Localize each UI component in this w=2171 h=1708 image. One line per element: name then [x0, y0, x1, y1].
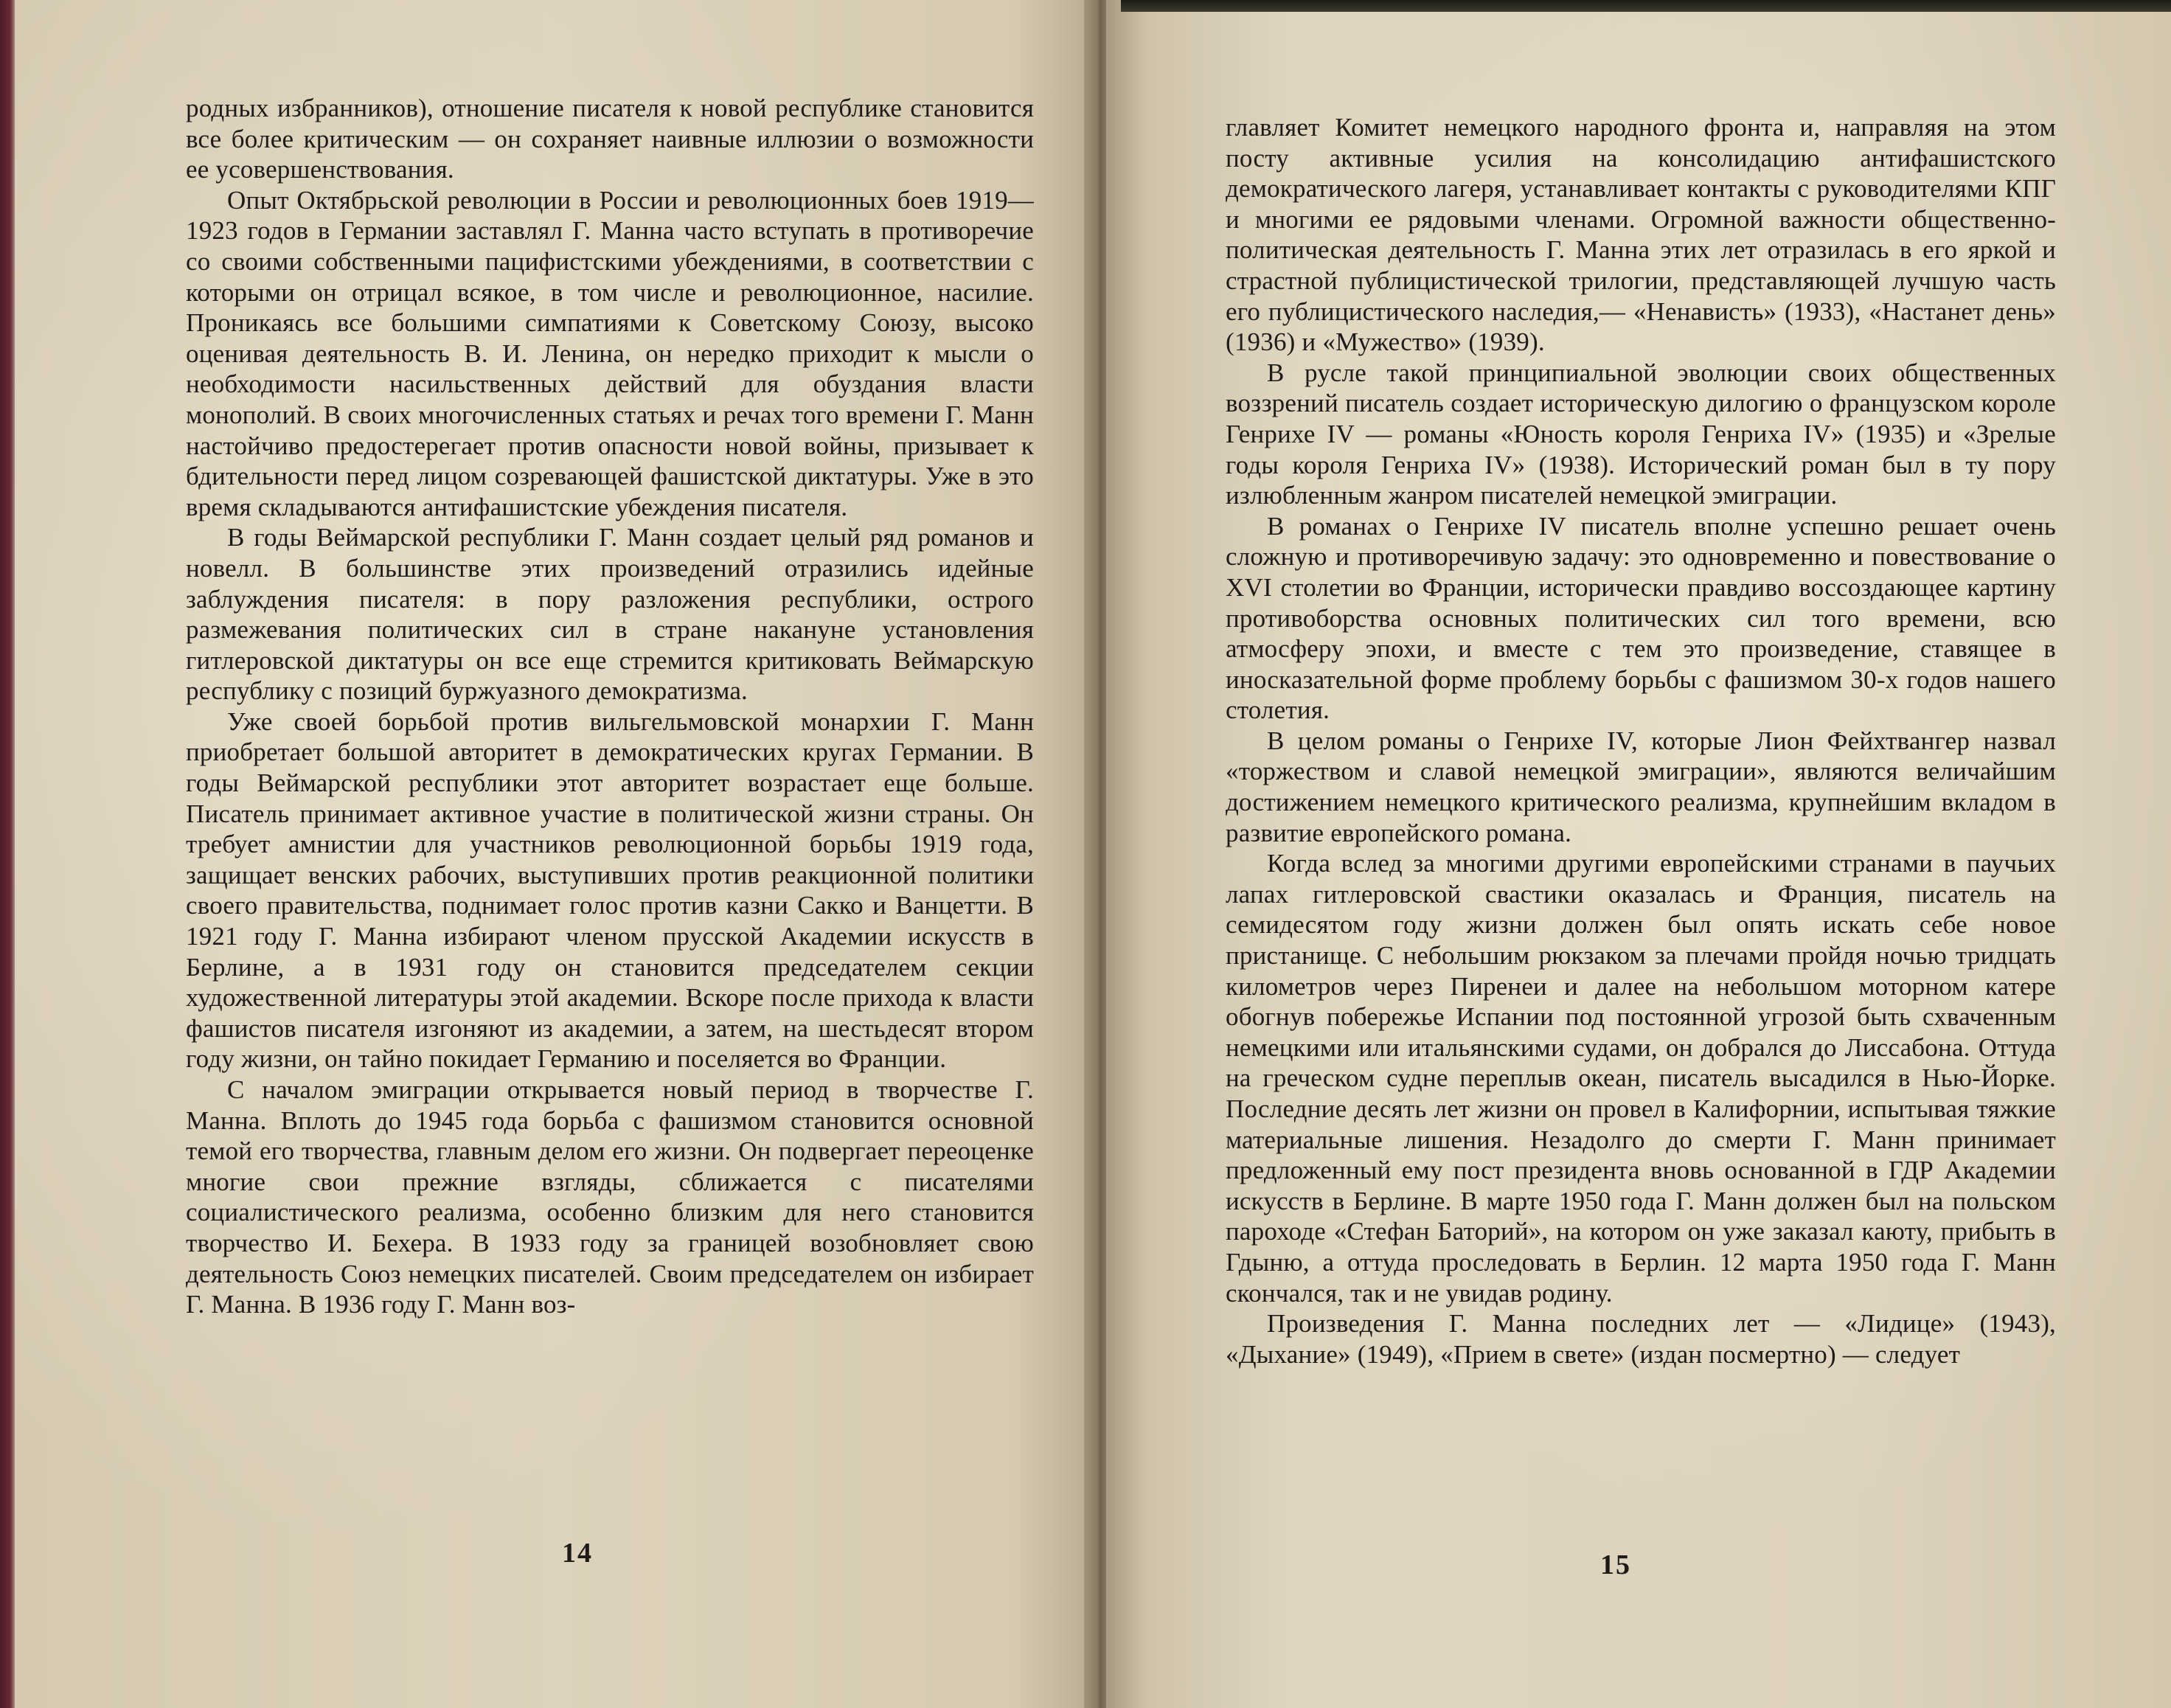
paragraph: В целом романы о Генрихе IV, которые Лион Фейхтвангер назвал «торжеством и славой немецкой эмиграции», являются величайшим достижением немецкого критического реализма, крупнейшим вкладом в развитие европейского романа. — [1226, 726, 2056, 847]
paragraph: В русле такой принципиальной эволюции своих общественных воззрений писатель создает историческую дилогию о французском короле Генрихе IV — романы «Юность короля Генриха IV» (1935) и «Зрелые годы короля Генриха IV» (1938). Исторический роман был в ту пору излюбленным жанром писателей немецкой эмиграции. — [1226, 358, 2056, 510]
right-page — [1106, 0, 2171, 1708]
paragraph: В романах о Генрихе IV писатель вполне успешно решает очень сложную и противоречивую задачу: это одновременно и повествование о XVI столетии во Франции, исторически правдиво воссоздающее картину противоборства основных политических сил того времени, всю атмосферу эпохи, и вместе с тем это произведение, ставящее в иносказательной форме проблему борьбы с фашизмом 30-х годов нашего столетия. — [1226, 511, 2056, 725]
left-page-text — [186, 93, 1034, 1320]
left-page — [15, 0, 1099, 1708]
paragraph: главляет Комитет немецкого народного фронта и, направляя на этом посту активные усилия на консолидацию антифашистского демократического лагеря, устанавливает контакты с руководителями КПГ и многими ее рядовыми членами. Огромной важности общественно-политическая деятельность Г. Манна этих лет отразилась в его яркой и страстной публицистической трилогии, представляющей лучшую часть его публицистического наследия,— «Ненависть» (1933), «Настанет день» (1936) и «Мужество» (1939). — [1226, 113, 2056, 357]
paragraph: С началом эмиграции открывается новый период в творчестве Г. Манна. Вплоть до 1945 года борьба с фашизмом становится основной темой его творчества, главным делом его жизни. Он подвергает переоценке многие свои прежние взгляды, сближается с писателями социалистического реализма, особенно близким для него становится творчество И. Бехера. В 1933 году за границей возобновляет свою деятельность Союз немецких писателей. Своим председателем он избирает Г. Манна. В 1936 году Г. Манн воз- — [186, 1075, 1034, 1319]
paragraph: Уже своей борьбой против вильгельмовской монархии Г. Манн приобретает большой авторитет в демократических кругах Германии. В годы Веймарской республики этот авторитет возрастает еще больше. Писатель принимает активное участие в политической жизни страны. Он требует амнистии для участников революционной борьбы 1919 года, защищает венских рабочих, выступивших против реакционной политики своего правительства, поднимает голос против казни Сакко и Ванцетти. В 1921 году Г. Манна избирают членом прусской Академии искусств в Берлине, а в 1931 году он становится председателем секции художественной литературы этой академии. Вскоре после прихода к власти фашистов писателя изгоняют из академии, а затем, на шестьдесят втором году жизни, он тайно покидает Германию и поселяется во Франции. — [186, 707, 1034, 1074]
right-page-text — [1226, 112, 2056, 1369]
paragraph: Произведения Г. Манна последних лет — «Лидице» (1943), «Дыхание» (1949), «Прием в свете» (издан посмертно) — следует — [1226, 1309, 2056, 1369]
paragraph: Опыт Октябрьской революции в России и революционных боев 1919—1923 годов в Германии заставлял Г. Манна часто вступать в противоречие со своими собственными пацифистскими убеждениями, в соответствии с которыми он отрицал всякое, в том числе и революционное, насилие. Проникаясь все большими симпатиями к Советскому Союзу, высоко оценивая деятельность В. И. Ленина, он нередко приходит к мысли о необходимости насильственных действий для обуздания власти монополий. В своих многочисленных статьях и речах того времени Г. Манн настойчиво предостерегает против опасности новой войны, призывает к бдительности перед лицом созревающей фашистской диктатуры. Уже в это время складываются антифашистские убеждения писателя. — [186, 185, 1034, 521]
page-number: 15 — [1600, 1549, 1631, 1580]
paragraph: В годы Веймарской республики Г. Манн создает целый ряд романов и новелл. В большинстве этих произведений отразились идейные заблуждения писателя: в пору разложения республики, острого размежевания политических сил в стране накануне установления гитлеровской диктатуры он все еще стремится критиковать Веймарскую республику с позиций буржуазного демократизма. — [186, 523, 1034, 706]
paragraph: родных избранников), отношение писателя к новой республике становится все более критическим — он сохраняет наивные иллюзии о возможности ее усовершенствования. — [186, 94, 1034, 184]
scan-edge — [1121, 0, 2171, 12]
paragraph: Когда вслед за многими другими европейскими странами в паучьих лапах гитлеровской свастики оказалась и Франция, писатель на семидесятом году жизни должен был опять искать себе новое пристанище. С небольшим рюкзаком за плечами пройдя ночью тридцать километров через Пиренеи и далее на небольшом моторном катере обогнув побережье Испании под постоянной угрозой быть схваченным немецкими или итальянскими судами, он добрался до Лиссабона. Оттуда на греческом судне переплыв океан, писатель высадился в Нью-Йорке. Последние десять лет жизни он провел в Калифорнии, испытывая тяжкие материальные лишения. Незадолго до смерти Г. Манн принимает предложенный ему пост президента вновь основанной в ГДР Академии искусств в Берлине. В марте 1950 года Г. Манн должен был на польском пароходе «Стефан Баторий», на котором он уже заказал каюту, прибыть в Гдыню, а оттуда проследовать в Берлин. 12 марта 1950 года Г. Манн скончался, так и не увидав родину. — [1226, 849, 2056, 1308]
page-number: 14 — [562, 1538, 593, 1569]
